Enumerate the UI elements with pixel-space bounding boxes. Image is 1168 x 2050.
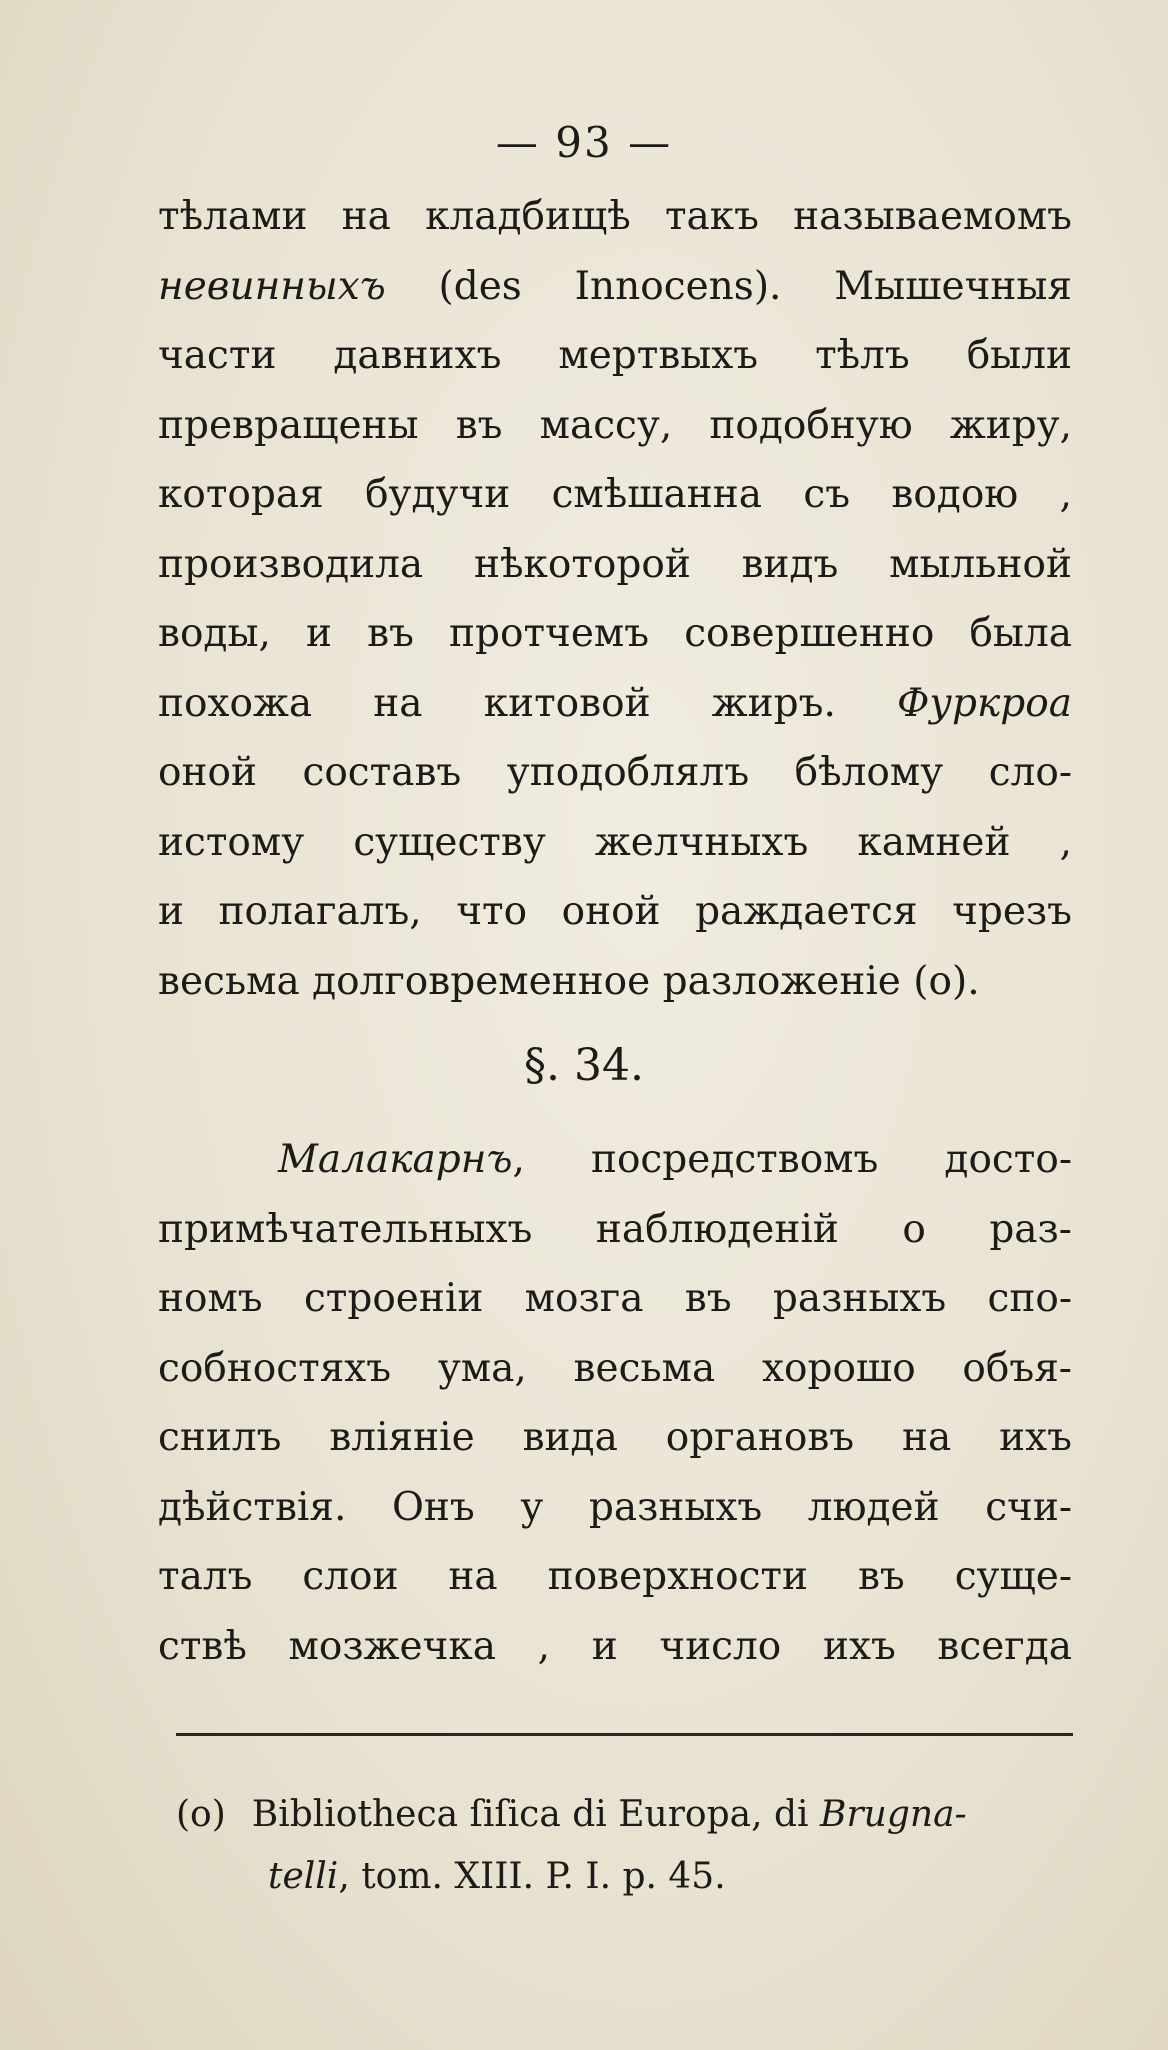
text-line [158, 401, 1072, 451]
text-run: части давнихъ мертвыхъ тѣлъ были [158, 333, 1072, 378]
text-run: превращены въ массу, подобную жиру, [158, 402, 1072, 448]
text-run: которая будучи смѣшанна съ водою , [158, 472, 1072, 517]
text-run: , tom. XIII. P. I. p. 45. [338, 1856, 726, 1897]
text-run: весьма долговременное разложеніе (о). [158, 958, 980, 1004]
text-run: Bibliotheca ſiſica di Europa, di [251, 1794, 820, 1835]
text-line [158, 331, 1072, 381]
footnote-marker: (o) [176, 1794, 226, 1835]
text-run: тѣлами на кладбищѣ такъ называемомъ [158, 194, 1072, 239]
text-run: , посредствомъ досто- [512, 1137, 1072, 1182]
text-line [278, 1135, 1072, 1185]
text-line [158, 1205, 1072, 1255]
text-run: примѣчательныхъ наблюденій о раз- [158, 1206, 1072, 1252]
text-run: собностяхъ ума, весьма хорошо объя- [158, 1345, 1072, 1391]
text-line [158, 1552, 1072, 1602]
text-run: дѣйствія. Онъ у разныхъ людей счи- [158, 1484, 1072, 1530]
text-run: и полагалъ, что оной раждается чрезъ [158, 889, 1072, 934]
text-line [158, 1413, 1072, 1463]
text-line [158, 609, 1072, 659]
section-heading: §. 34. [524, 1040, 644, 1091]
footnote-line-2 [268, 1852, 1165, 1902]
italic-text: Малакарнъ [278, 1137, 513, 1182]
text-line [158, 1274, 1072, 1324]
italic-text: Brugna- [820, 1794, 967, 1835]
text-line [158, 679, 1072, 729]
text-run: воды, и въ протчемъ совершенно была [158, 611, 1072, 656]
italic-text: невинныхъ [158, 263, 386, 309]
text-run: оной составъ уподоблялъ бѣлому сло- [158, 750, 1072, 795]
italic-text: Фуркроа [897, 680, 1072, 726]
text-run: талъ слои на поверхности въ суще- [158, 1554, 1072, 1599]
text-line [158, 540, 1072, 590]
text-run: истому существу желчныхъ камней , [158, 819, 1072, 865]
footnote-line-1 [176, 1790, 1073, 1840]
italic-text: telli [268, 1856, 339, 1897]
text-run: похожа на китовой жиръ. [158, 680, 898, 726]
text-line [158, 262, 1072, 312]
text-run: номъ строеніи мозга въ разныхъ спо- [158, 1276, 1072, 1321]
text-line [158, 1622, 1072, 1672]
text-line [158, 957, 1072, 1007]
text-run: производила нѣкоторой видъ мыльной [158, 541, 1072, 587]
footnote-rule [176, 1733, 1073, 1736]
text-line [158, 470, 1072, 520]
text-line [158, 887, 1072, 937]
text-run: (des Innocens). Мышечныя [385, 263, 1072, 309]
text-line [158, 818, 1072, 868]
text-line [158, 1344, 1072, 1394]
text-line [158, 1483, 1072, 1533]
text-run: ствѣ мозжечка , и число ихъ всегда [158, 1623, 1072, 1669]
text-run: снилъ вліяніе вида органовъ на ихъ [158, 1415, 1072, 1460]
text-line [158, 748, 1072, 798]
page-number: — 93 — [495, 118, 673, 167]
text-line [158, 192, 1072, 242]
